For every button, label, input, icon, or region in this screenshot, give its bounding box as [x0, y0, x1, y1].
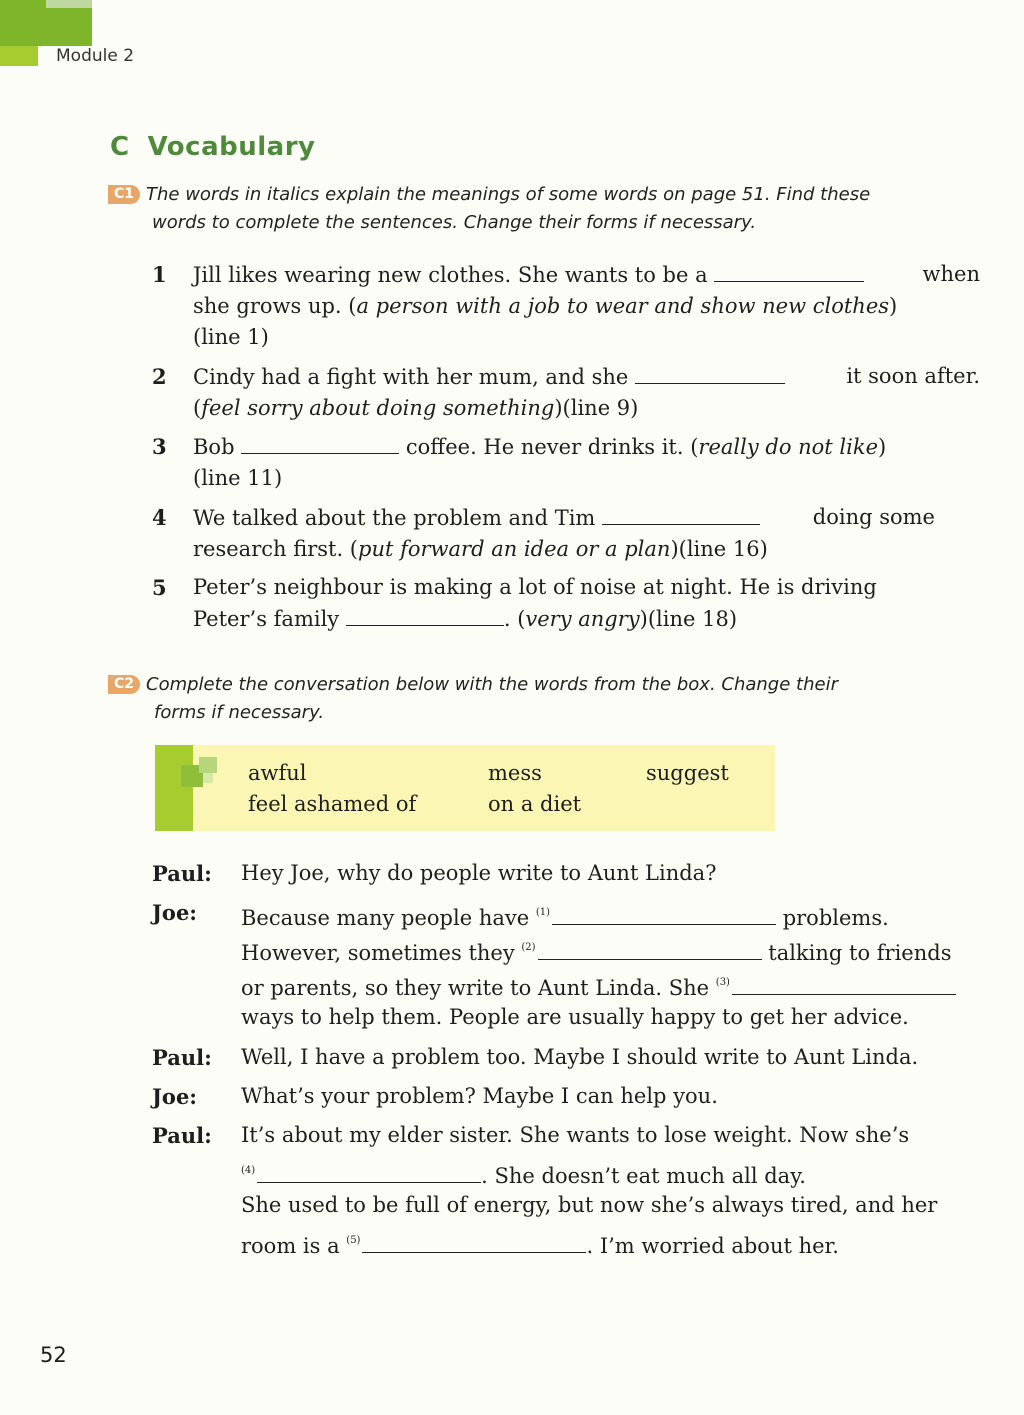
c2-instruction-line1: Complete the conversation below with the words from the box. Change their — [146, 674, 838, 695]
exercise-item-4 — [152, 502, 984, 565]
item-text: ( — [193, 396, 202, 420]
c1-tag: C1 — [108, 185, 140, 204]
dialogue-line: ways to help them. People are usually happy to get her advice. — [241, 1005, 909, 1029]
section-letter: C — [110, 132, 130, 162]
item-text: )(line 9) — [554, 396, 639, 420]
exercise-item-3 — [152, 431, 984, 494]
item-text: ) — [878, 435, 887, 459]
item-text: Cindy had a fight with her mum, and she — [193, 365, 629, 389]
item-text: . ( — [503, 607, 526, 631]
dialogue-line: Because many people have $^{(1)}$ problems. — [241, 895, 889, 936]
item-number: 4 — [152, 505, 167, 530]
section-title-text: Vocabulary — [147, 132, 316, 162]
item-hint: really do not like — [698, 435, 879, 459]
answer-blank[interactable] — [362, 1230, 586, 1253]
corner-decoration-pale — [46, 0, 92, 8]
exercise-item-5 — [152, 572, 984, 635]
dialogue-line: Well, I have a problem too. Maybe I should write to Aunt Linda. — [241, 1045, 919, 1069]
item-number: 1 — [152, 262, 167, 287]
blank-number: (1) — [535, 907, 551, 918]
speaker-label: Paul: — [152, 861, 212, 886]
speaker-label: Paul: — [152, 1123, 212, 1148]
item-text: doing some — [812, 505, 935, 529]
answer-blank[interactable] — [241, 431, 399, 454]
item-hint: very angry — [525, 607, 640, 631]
item-hint: put forward an idea or a plan — [358, 537, 671, 561]
exercise-item-1 — [152, 259, 984, 353]
item-text: it soon after. — [846, 364, 980, 388]
answer-blank[interactable] — [257, 1160, 481, 1183]
blank-number: (5) — [346, 1235, 361, 1246]
item-line-ref: (line 11) — [193, 466, 283, 490]
answer-blank[interactable] — [538, 937, 762, 960]
module-label: Module 2 — [56, 46, 135, 66]
item-text: when — [922, 262, 980, 286]
word-box — [155, 745, 775, 831]
answer-blank[interactable] — [552, 902, 776, 925]
exercise-item-2 — [152, 361, 984, 424]
page-number: 52 — [40, 1343, 67, 1367]
c2-tag: C2 — [108, 675, 140, 694]
c2-instruction — [108, 671, 838, 727]
answer-blank[interactable] — [602, 502, 760, 525]
blank-number: (4) — [241, 1165, 256, 1176]
dialogue-line: What’s your problem? Maybe I can help you. — [241, 1084, 718, 1108]
dialogue-line: She used to be full of energy, but now she’s always tired, and her — [241, 1193, 938, 1217]
item-number: 3 — [152, 434, 167, 459]
dialogue-line: $^{(4)}$ . She doesn’t eat much all day. — [241, 1153, 806, 1194]
c2-instruction-line2: forms if necessary. — [154, 702, 325, 723]
section-title — [110, 132, 315, 162]
item-text: )(line 16) — [670, 537, 768, 561]
c1-instruction-line1: The words in italics explain the meanings of some words on page 51. Find these — [146, 184, 871, 205]
dialogue-line: It’s about my elder sister. She wants to lose weight. Now she’s — [241, 1123, 910, 1147]
speaker-label: Joe: — [152, 900, 198, 925]
box-word: on a diet — [488, 792, 582, 816]
item-text: Jill likes wearing new clothes. She wants to be a — [193, 263, 708, 287]
item-hint: a person with a job to wear and show new clothes — [356, 294, 890, 318]
item-text: research first. ( — [193, 537, 358, 561]
box-word: suggest — [646, 761, 729, 785]
c1-instruction — [108, 181, 870, 237]
word-box-square — [203, 773, 213, 783]
item-number: 2 — [152, 364, 167, 389]
speaker-label: Paul: — [152, 1045, 212, 1070]
item-text: We talked about the problem and Tim — [193, 506, 596, 530]
item-text: she grows up. ( — [193, 294, 357, 318]
item-number: 5 — [152, 575, 167, 600]
answer-blank[interactable] — [714, 259, 864, 282]
c1-instruction-line2: words to complete the sentences. Change their forms if necessary. — [152, 212, 757, 233]
item-text: coffee. He never drinks it. ( — [405, 435, 699, 459]
answer-blank[interactable] — [732, 972, 956, 995]
word-box-bar — [155, 745, 193, 831]
item-text: Bob — [193, 435, 235, 459]
item-text: Peter’s family — [193, 607, 340, 631]
answer-blank[interactable] — [346, 603, 504, 626]
item-text: )(line 18) — [639, 607, 738, 631]
dialogue-line: room is a $^{(5)}$ . I’m worried about her. — [241, 1223, 839, 1264]
word-box-square — [199, 757, 217, 773]
item-line-ref: (line 1) — [193, 325, 269, 349]
blank-number: (3) — [715, 977, 730, 988]
dialogue-line: Hey Joe, why do people write to Aunt Linda? — [241, 861, 717, 885]
answer-blank[interactable] — [635, 361, 785, 384]
item-hint: feel sorry about doing something — [201, 396, 555, 420]
dialogue-line: or parents, so they write to Aunt Linda. She $^{(3)}$ — [241, 965, 956, 1006]
item-text: Peter’s neighbour is making a lot of noise at night. He is driving — [193, 575, 877, 599]
blank-number: (2) — [521, 942, 536, 953]
dialogue-line: However, sometimes they $^{(2)}$ talking to friends — [241, 930, 951, 971]
box-word: awful — [248, 761, 307, 785]
box-word: feel ashamed of — [248, 792, 417, 816]
box-word: mess — [488, 761, 542, 785]
speaker-label: Joe: — [152, 1084, 198, 1109]
item-text: ) — [889, 294, 898, 318]
